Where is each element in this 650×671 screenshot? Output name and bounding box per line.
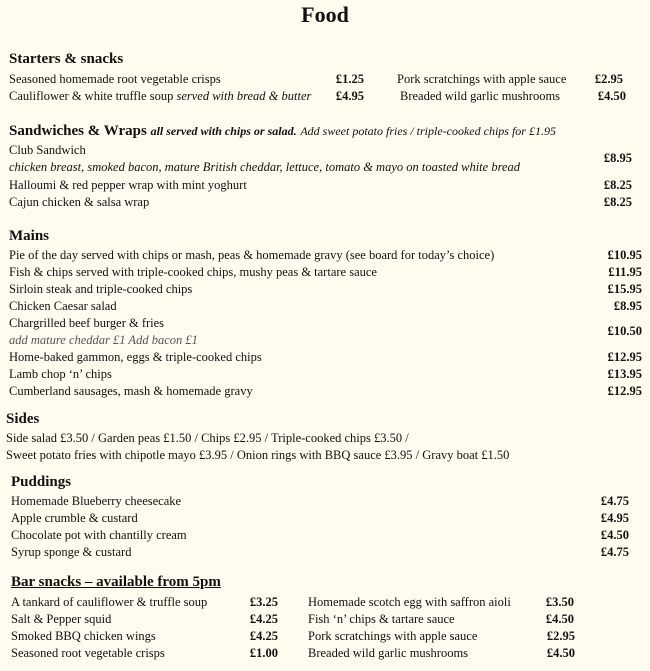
menu-item-price: £4.25 [249, 612, 278, 626]
menu-item-name: Pie of the day served with chips or mash, peas & homemade gravy (see board for today’s choice) [9, 248, 495, 262]
menu-item-price: £4.50 [545, 612, 574, 626]
menu-item-price: £10.50 [607, 324, 642, 338]
menu-item-name: Chocolate pot with chantilly cream [11, 528, 187, 542]
page-title: Food [301, 2, 349, 27]
sides-line: Side salad £3.50 / Garden peas £1.50 / Chips £2.95 / Triple-cooked chips £3.50 / [6, 431, 409, 445]
menu-item-name: Syrup sponge & custard [11, 545, 132, 559]
menu-item-name: Breaded wild garlic mushrooms [400, 89, 561, 103]
menu-item-price: £4.95 [335, 89, 364, 103]
menu-item-name: Fish & chips served with triple-cooked chips, mushy peas & tartare sauce [9, 265, 377, 279]
menu-item-price: £15.95 [607, 282, 642, 296]
menu-item-price: £4.25 [249, 629, 278, 643]
section-note-bold: all served with chips or salad. [150, 124, 297, 138]
menu-item-price: £8.25 [603, 195, 632, 209]
menu-item-name: A tankard of cauliflower & truffle soup [11, 595, 208, 609]
menu-item-price: £3.50 [545, 595, 574, 609]
section-note: Add sweet potato fries / triple-cooked chips for £1.95 [300, 124, 556, 138]
menu-item-description: chicken breast, smoked bacon, mature British cheddar, lettuce, tomato & mayo on toasted white bread [9, 160, 521, 174]
menu-item-name: Chicken Caesar salad [9, 299, 117, 313]
menu-item-price: £8.95 [613, 299, 642, 313]
menu-item-price: £4.75 [600, 545, 629, 559]
menu-item-name: Fish ‘n’ chips & tartare sauce [308, 612, 455, 626]
menu-item-name: Pork scratchings with apple sauce [308, 629, 478, 643]
menu-item-name: Halloumi & red pepper wrap with mint yoghurt [9, 178, 247, 192]
menu-item-name: Seasoned root vegetable crisps [11, 646, 165, 660]
menu-item-note: served with bread & butter [176, 89, 312, 103]
menu-item-price: £12.95 [607, 350, 642, 364]
menu-item-name: Apple crumble & custard [11, 511, 138, 525]
section-heading-starters: Starters & snacks [9, 51, 124, 67]
menu-item-price: £1.25 [335, 72, 364, 86]
menu-item-price: £2.95 [594, 72, 623, 86]
menu-item-price: £3.25 [249, 595, 278, 609]
menu-item-price: £2.95 [546, 629, 575, 643]
menu-item-price: £4.50 [600, 528, 629, 542]
menu-item-name: Club Sandwich [9, 143, 86, 157]
menu-item-price: £1.00 [249, 646, 278, 660]
menu-item-name: Smoked BBQ chicken wings [11, 629, 156, 643]
section-heading-sides: Sides [6, 411, 40, 427]
menu-item-name: Sirloin steak and triple-cooked chips [9, 282, 193, 296]
menu-item-price: £4.50 [597, 89, 626, 103]
menu-item-price: £12.95 [607, 384, 642, 398]
menu-item-price: £4.50 [546, 646, 575, 660]
menu-item-name: Seasoned homemade root vegetable crisps [9, 72, 221, 86]
menu-item-name: Cumberland sausages, mash & homemade gravy [9, 384, 253, 398]
menu-item-name: Breaded wild garlic mushrooms [308, 646, 469, 660]
menu-item-name: Chargrilled beef burger & fries [9, 316, 165, 330]
menu-item-price: £13.95 [607, 367, 642, 381]
menu-item-name: Homemade Blueberry cheesecake [11, 494, 182, 508]
menu-item-name: Homemade scotch egg with saffron aioli [308, 595, 511, 609]
section-heading-mains: Mains [9, 228, 50, 244]
section-heading-label: Sandwiches & Wraps [9, 123, 147, 139]
menu-item-price: £8.95 [603, 151, 632, 165]
menu-item-price: £11.95 [608, 265, 642, 279]
section-heading-puddings: Puddings [11, 474, 72, 490]
menu-item-name: Cajun chicken & salsa wrap [9, 195, 150, 209]
menu-item-price: £8.25 [603, 178, 632, 192]
menu-item-label: Cauliflower & white truffle soup [9, 89, 174, 103]
menu-item-name: Lamb chop ‘n’ chips [9, 367, 112, 381]
menu-item-description: add mature cheddar £1 Add bacon £1 [9, 333, 198, 347]
menu-item-name: Pork scratchings with apple sauce [397, 72, 567, 86]
section-heading-bar-snacks: Bar snacks – available from 5pm [11, 574, 221, 590]
menu-item-price: £4.95 [600, 511, 629, 525]
menu-item-name: Salt & Pepper squid [11, 612, 112, 626]
menu-item-name [9, 88, 311, 105]
menu-item-price: £4.75 [600, 494, 629, 508]
sides-line: Sweet potato fries with chipotle mayo £3.95 / Onion rings with BBQ sauce £3.95 / Gravy boat £1.50 [6, 448, 510, 462]
section-heading-sandwiches [9, 123, 556, 140]
menu-item-name: Home-baked gammon, eggs & triple-cooked chips [9, 350, 262, 364]
menu-item-price: £10.95 [607, 248, 642, 262]
